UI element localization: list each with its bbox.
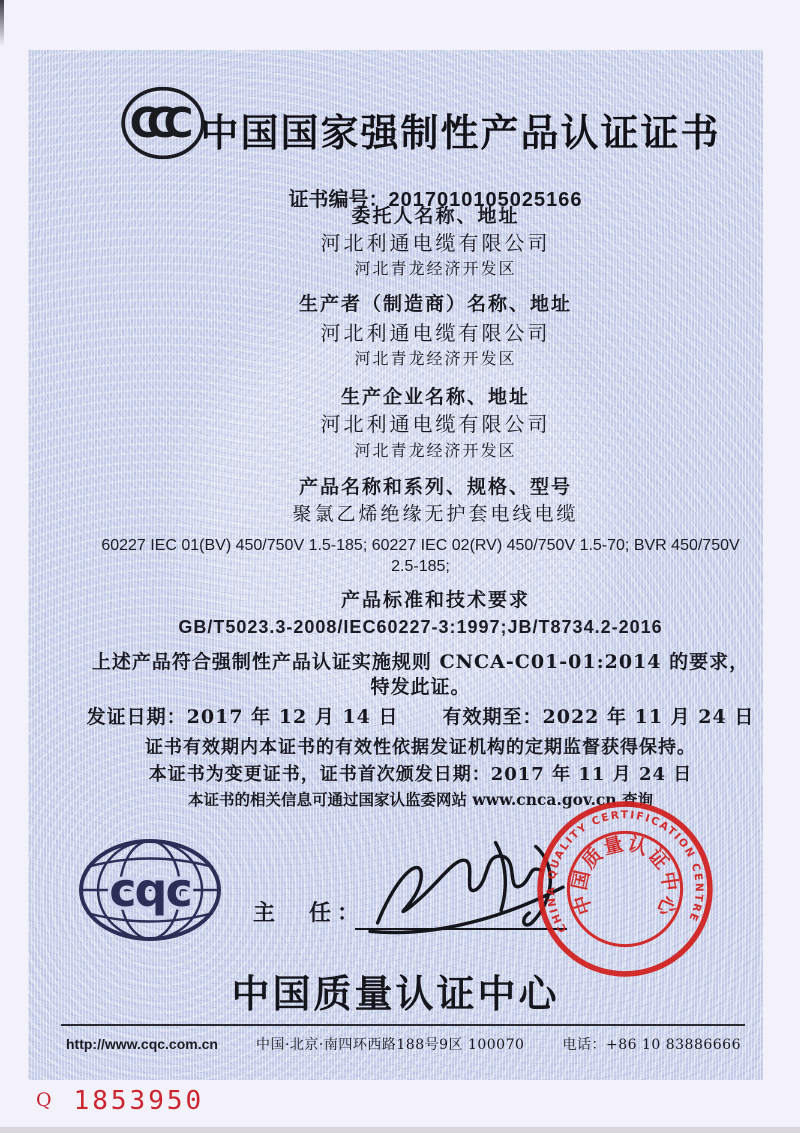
expiry-date-value: 2022 年 11 月 24 日 <box>542 706 755 728</box>
certificate-number-label: 证书编号： <box>288 187 389 211</box>
ccc-letters: CCC <box>129 98 181 147</box>
producer-heading: 生产者（制造商）名称、地址 <box>298 293 572 315</box>
serial-digits: 1853950 <box>73 1086 205 1116</box>
product-spec-line1: 60227 IEC 01(BV) 450/750V 1.5-185; 60227 IEC 02(RV) 450/750V 1.5-70; BVR 450/750V <box>101 537 740 554</box>
expiry-date-label: 有效期至： <box>442 706 543 728</box>
factory-address: 河北青龙经济开发区 <box>354 441 517 460</box>
certificate-title: 中国国家强制性产品认证证书 <box>200 113 721 155</box>
producer-name: 河北利通电缆有限公司 <box>320 321 551 345</box>
dates-row <box>78 706 763 728</box>
cqc-letters: cqc <box>109 863 191 917</box>
producer-address: 河北青龙经济开发区 <box>354 349 517 368</box>
product-name: 聚氯乙烯绝缘无护套电线电缆 <box>292 503 579 525</box>
footer-phone: 电话：+86 10 83886666 <box>562 1037 741 1053</box>
footer-address: 中国·北京·南四环西路188号9区 100070 <box>255 1037 525 1053</box>
info-note: 本证书的相关信息可通过国家认监委网站 www.cnca.gov.cn 查询 <box>188 790 653 809</box>
svg-text:中国质量认证中心 <box>568 832 683 921</box>
validity-note: 证书有效期内本证书的有效性依据发证机构的定期监督获得保持。 <box>145 737 696 758</box>
scan-edge-left <box>0 0 4 46</box>
issue-date-label: 发证日期： <box>86 706 187 728</box>
organization-name: 中国质量认证中心 <box>231 974 560 1016</box>
product-heading: 产品名称和系列、规格、型号 <box>298 476 572 498</box>
standard-value: GB/T5023.3-2008/IEC60227-3:1997;JB/T8734.2-2016 <box>178 617 663 637</box>
stamp-inner-text: 中国质量认证中心 <box>567 831 683 922</box>
serial-prefix: Q <box>36 1089 52 1111</box>
applicant-heading: 委托人名称、地址 <box>351 205 520 227</box>
footer-bar <box>66 1034 741 1054</box>
applicant-name: 河北利通电缆有限公司 <box>320 231 551 255</box>
factory-name: 河北利通电缆有限公司 <box>320 412 551 436</box>
cqc-red-stamp <box>534 798 716 980</box>
director-label: 主 任： <box>253 900 366 926</box>
standard-heading: 产品标准和技术要求 <box>340 589 530 611</box>
change-note: 本证书为变更证书，证书首次颁发日期：2017 年 11 月 24 日 <box>148 764 693 785</box>
product-spec-line2: 2.5-185; <box>391 558 450 575</box>
stamp-outer-text: CHINA QUALITY CERTIFICATION CENTRE <box>544 808 706 935</box>
factory-heading: 生产企业名称、地址 <box>340 386 530 408</box>
conformity-statement-line1: 上述产品符合强制性产品认证实施规则 CNCA-C01-01:2014 的要求， <box>91 651 750 673</box>
footer-rule <box>61 1024 745 1026</box>
scan-edge-bottom <box>0 1127 800 1133</box>
serial-number <box>36 1086 204 1116</box>
certificate-number-value: 2017010105025166 <box>388 189 583 211</box>
applicant-address: 河北青龙经济开发区 <box>354 259 517 278</box>
certificate-panel <box>28 50 763 1080</box>
conformity-statement-line2: 特发此证。 <box>370 676 471 698</box>
footer-website: http://www.cqc.com.cn <box>66 1036 218 1052</box>
cqc-globe-icon <box>78 838 222 942</box>
issue-date-value: 2017 年 12 月 14 日 <box>186 706 399 728</box>
